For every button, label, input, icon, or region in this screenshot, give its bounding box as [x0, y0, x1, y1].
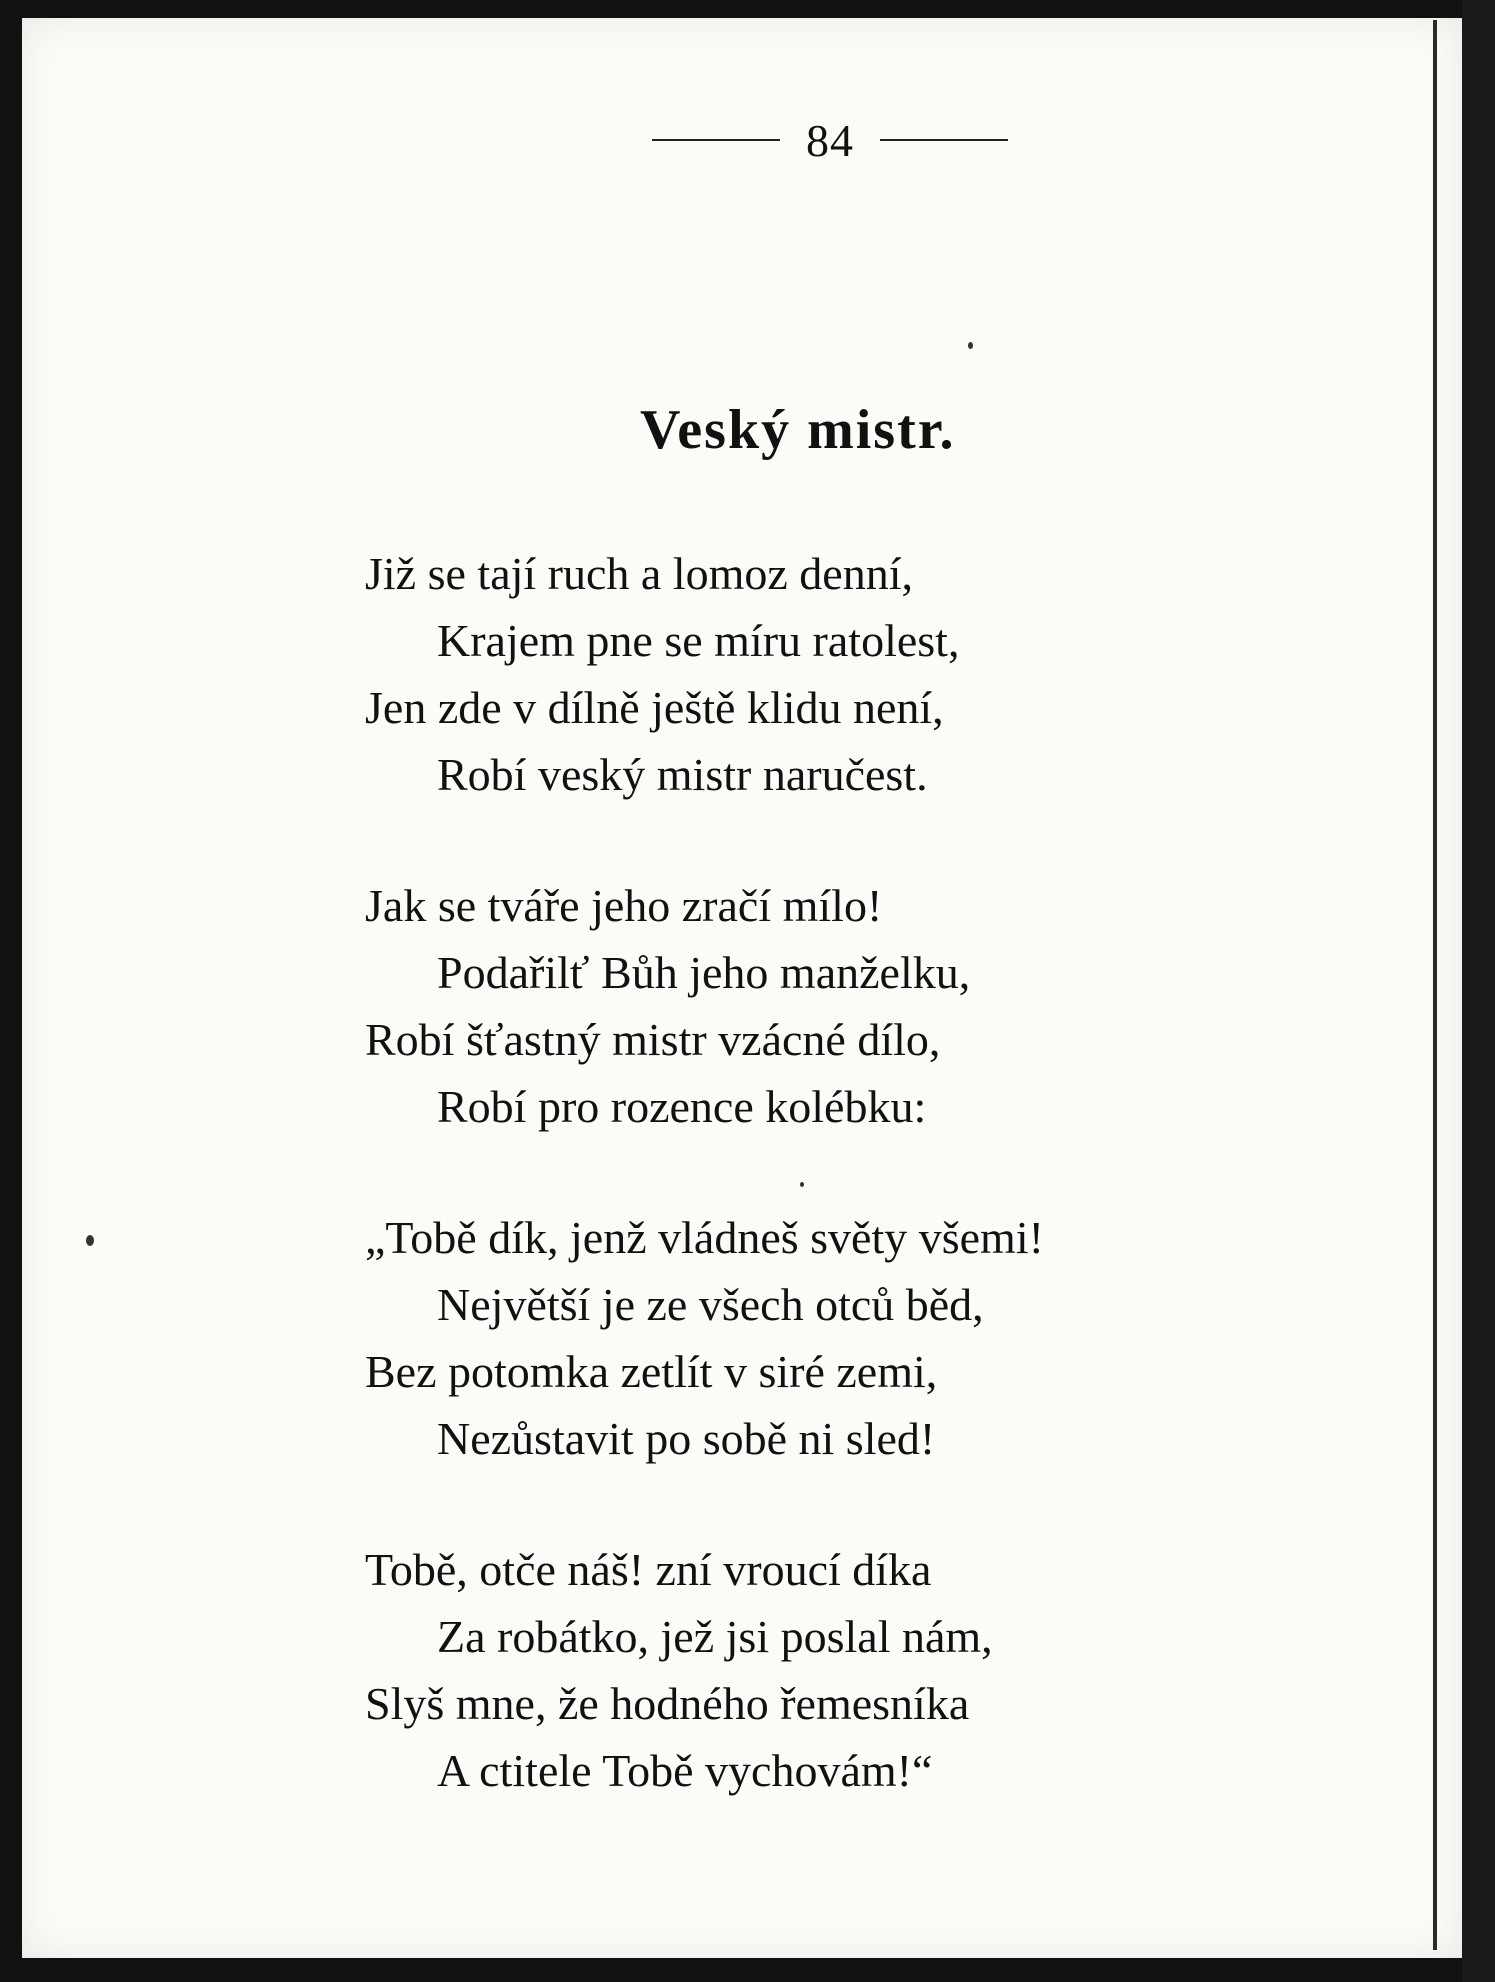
poem-line: Robí šťastný mistr vzácné dílo,	[365, 1014, 941, 1065]
page-header	[620, 110, 1040, 170]
poem-body	[365, 540, 1265, 1868]
poem-line: Podařilť Bůh jeho manželku,	[437, 947, 971, 998]
header-rule-right	[880, 139, 1008, 141]
poem-line: Krajem pne se míru ratolest,	[437, 615, 960, 666]
poem-line: „Tobě dík, jenž vládneš světy všemi!	[365, 1212, 1044, 1263]
poem-line: A ctitele Tobě vychovám!“	[437, 1745, 933, 1796]
stanza	[365, 540, 1265, 808]
page-edge	[1433, 20, 1437, 1950]
page-number: 84	[806, 114, 854, 166]
poem-line: Za robátko, jež jsi poslal nám,	[437, 1611, 993, 1662]
poem-title: Veský mistr.	[640, 399, 956, 461]
stanza	[365, 872, 1265, 1140]
stanza	[365, 1204, 1265, 1472]
poem-line: Již se tají ruch a lomoz denní,	[365, 548, 914, 599]
header-rule-left	[652, 139, 780, 141]
poem-line: Slyš mne, že hodného řemesníka	[365, 1678, 970, 1729]
poem-line: Tobě, otče náš! zní vroucí díka	[365, 1544, 932, 1595]
scan-speck	[800, 1182, 804, 1187]
poem-line: Nezůstavit po sobě ni sled!	[437, 1413, 936, 1464]
scan-border	[1462, 0, 1495, 1982]
poem-line: Bez potomka zetlít v siré zemi,	[365, 1346, 938, 1397]
poem-line: Jak se tváře jeho zračí mílo!	[365, 880, 883, 931]
poem-line: Největší je ze všech otců běd,	[437, 1279, 984, 1330]
poem-line: Jen zde v dílně ještě klidu není,	[365, 682, 944, 733]
scan-speck	[86, 1235, 94, 1246]
poem-line: Robí pro rozence kolébku:	[437, 1081, 927, 1132]
stanza	[365, 1536, 1265, 1804]
scan-speck	[968, 342, 973, 349]
poem-line: Robí veský mistr naručest.	[437, 749, 928, 800]
